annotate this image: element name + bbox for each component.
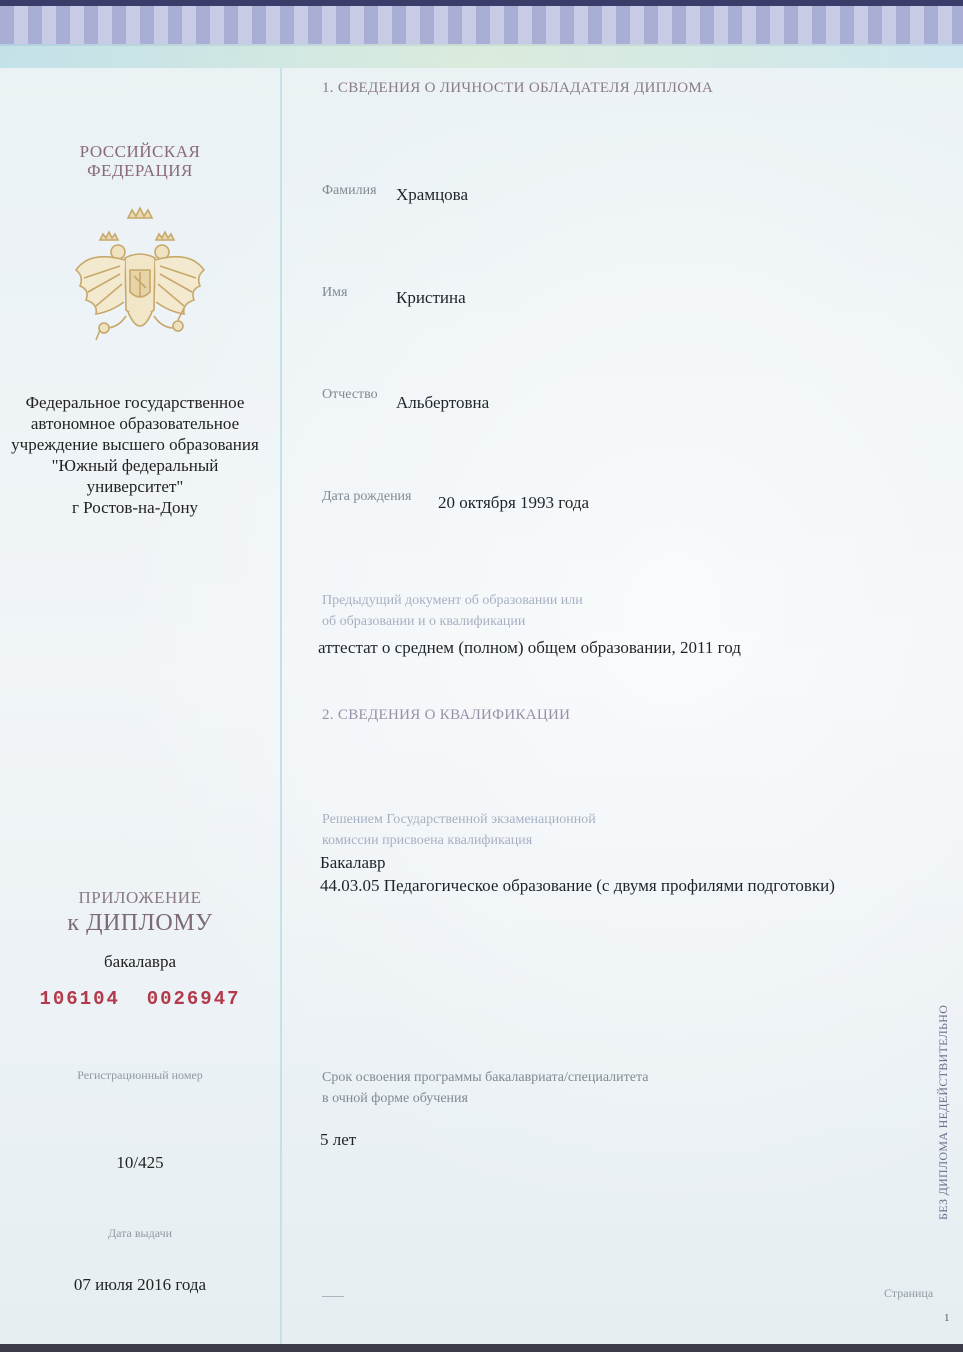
duration-value: 5 лет — [320, 1130, 357, 1149]
name-label: Имя — [322, 285, 348, 300]
country-name — [40, 142, 240, 180]
birthdate-label: Дата рождения — [322, 489, 412, 504]
to-diploma-heading: к ДИПЛОМУ — [67, 910, 213, 936]
org-line: автономное образовательное — [30, 414, 240, 433]
column-divider — [280, 68, 282, 1352]
surname-value: Храмцова — [396, 185, 469, 204]
decision-label — [322, 809, 596, 851]
left-column — [0, 0, 280, 1352]
validity-note: БЕЗ ДИПЛОМА НЕДЕЙСТВИТЕЛЬНО — [936, 1004, 950, 1220]
serial-number: 106104 0026947 — [39, 988, 241, 1010]
prev-doc-label-line: об образовании и о квалификации — [322, 614, 526, 629]
country-line-2: ФЕДЕРАЦИЯ — [87, 161, 193, 180]
duration-label — [322, 1067, 648, 1109]
org-line: г Ростов-на-Дону — [71, 498, 199, 517]
birthdate-value: 20 октября 1993 года — [438, 493, 590, 512]
org-line: учреждение высшего образования — [11, 435, 259, 454]
patronymic-value: Альбертовна — [396, 393, 490, 412]
reg-number: 10/425 — [116, 1153, 164, 1172]
duration-label-line: Срок освоения программы бакалавриата/специалитета — [322, 1070, 649, 1085]
decision-label-line: комиссии присвоена квалификация — [322, 833, 533, 848]
org-line: университет" — [86, 477, 184, 496]
page-number: 1 — [944, 1312, 950, 1324]
decision-label-line: Решением Государственной экзаменационной — [322, 812, 596, 827]
page-label: Страница — [884, 1286, 934, 1300]
degree-level: бакалавра — [104, 952, 176, 971]
duration-label-line: в очной форме обучения — [322, 1091, 468, 1106]
institution-name — [0, 392, 270, 518]
prev-doc-value: аттестат о среднем (полном) общем образовании, 2011 год — [318, 638, 741, 657]
reg-number-label: Регистрационный номер — [77, 1068, 203, 1082]
section-2-title: 2. СВЕДЕНИЯ О КВАЛИФИКАЦИИ — [322, 707, 571, 723]
prev-doc-label — [322, 590, 583, 632]
section-1-title: 1. СВЕДЕНИЯ О ЛИЧНОСТИ ОБЛАДАТЕЛЯ ДИПЛОМА — [322, 80, 714, 96]
issue-date: 07 июля 2016 года — [73, 1275, 207, 1294]
patronymic-label: Отчество — [322, 387, 378, 402]
org-line: "Южный федеральный — [51, 456, 219, 475]
issue-date-label: Дата выдачи — [107, 1226, 173, 1240]
surname-label: Фамилия — [322, 183, 377, 198]
russian-coat-of-arms-icon — [70, 200, 210, 360]
program-value: 44.03.05 Педагогическое образование (с двумя профилями подготовки) — [320, 876, 835, 895]
supplement-heading: ПРИЛОЖЕНИЕ — [78, 888, 202, 907]
signature-dash — [322, 1296, 344, 1297]
name-value: Кристина — [396, 288, 466, 307]
prev-doc-label-line: Предыдущий документ об образовании или — [322, 593, 583, 608]
org-line: Федеральное государственное — [25, 393, 245, 412]
qualification-value: Бакалавр — [320, 853, 386, 872]
country-line-1: РОССИЙСКАЯ — [79, 142, 201, 161]
